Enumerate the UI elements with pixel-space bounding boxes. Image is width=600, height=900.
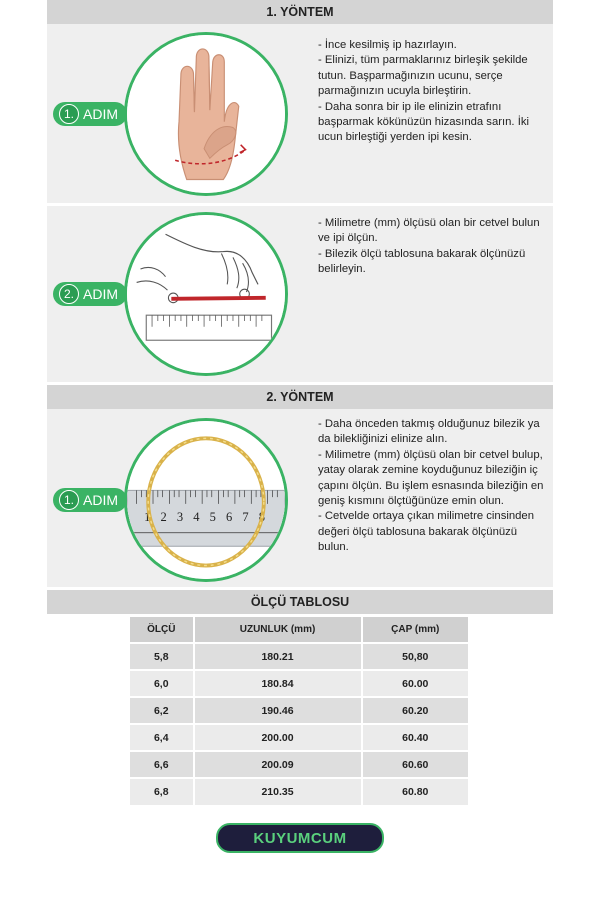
method2-step1-badge-text: ADIM: [83, 492, 118, 508]
instruction-line: - İnce kesilmiş ip hazırlayın.: [318, 39, 457, 51]
method2-step1-badge: [53, 488, 127, 512]
cell-diameter: 60.80: [362, 778, 469, 805]
instruction-line: - Bilezik ölçü tablosuna bakarak ölçünüzü belirleyin.: [318, 247, 526, 276]
ruler-string-image: [127, 215, 285, 373]
method1-step1-badge-text: ADIM: [83, 106, 118, 122]
table-row: [130, 751, 468, 778]
method1-step2-badge-num: 2.: [59, 284, 79, 304]
cell-diameter: 60.60: [362, 751, 469, 778]
cell-size: 5,8: [130, 643, 194, 670]
ruler-digit: 4: [193, 510, 200, 525]
cell-size: 6,0: [130, 670, 194, 697]
method2-title-text: 2. YÖNTEM: [266, 390, 334, 404]
hand-illustration: [124, 32, 288, 196]
method2-title: [47, 385, 553, 409]
ruler-digit: 1: [144, 510, 151, 525]
instruction-line: - Daha sonra bir ip ile elinizin etrafını başparmak kökünüzün hizasında sarın. İki ucun birleştiği yerden ipi kesin.: [318, 100, 529, 144]
ruler-digit: 5: [209, 510, 216, 525]
table-row: [130, 643, 468, 670]
cell-length: 180.84: [194, 670, 362, 697]
instruction-line: - Daha önceden takmış olduğunuz bilezik ya da bilekliğinizi elinize alın.: [318, 418, 540, 446]
method1-step2-text: [318, 216, 550, 278]
table-title: [47, 590, 553, 614]
cell-size: 6,2: [130, 697, 194, 724]
instruction-line: - Milimetre (mm) ölçüsü olan bir cetvel bulun ve ipi ölçün.: [318, 217, 540, 245]
instruction-line: - Elinizi, tüm parmaklarınız birleşik şekilde tutun. Başparmağınızın ucunu, serçe parmağınızın ucuyla birleştirin.: [318, 54, 528, 98]
cell-length: 180.21: [194, 643, 362, 670]
table-row: [130, 724, 468, 751]
method1-title: [47, 0, 553, 24]
cell-diameter: 60.20: [362, 697, 469, 724]
instruction-line: - Milimetre (mm) ölçüsü olan bir cetvel bulup, yatay olarak zemine koyduğunuz bileziğin iç çapını ölçün. Bu işlem esnasında bileziğin en geniş kısmını ölçtüğünüze emin olun.: [318, 448, 544, 508]
cell-diameter: 60.40: [362, 724, 469, 751]
ruler-digit: 3: [176, 510, 184, 525]
table-row: [130, 670, 468, 697]
header-diameter: ÇAP (mm): [362, 617, 469, 643]
hand-wrap-image: [127, 35, 285, 193]
method1-title-text: 1. YÖNTEM: [266, 5, 334, 19]
table-title-text: ÖLÇÜ TABLOSU: [250, 595, 350, 609]
table-row: [130, 778, 468, 805]
method1-step1-badge-num: 1.: [59, 104, 79, 124]
cell-diameter: 60.00: [362, 670, 469, 697]
method2-step1-text: [318, 417, 550, 556]
size-table: [130, 617, 468, 805]
table-header-row: [130, 617, 468, 643]
ruler-digit: 7: [242, 510, 249, 525]
bangle-ruler-illustration: [124, 418, 288, 582]
method1-step2-badge: [53, 282, 127, 306]
ruler-digit: 8: [258, 510, 266, 525]
instruction-line: - Cetvelde ortaya çıkan milimetre cinsinden değeri ölçü tablosuna bakarak ölçünüzü bulun.: [318, 510, 534, 554]
cell-length: 200.00: [194, 724, 362, 751]
cell-length: 210.35: [194, 778, 362, 805]
ruler-digit: 2: [160, 510, 167, 525]
brand-name: KUYUMCUM: [253, 829, 347, 847]
cell-size: 6,6: [130, 751, 194, 778]
ruler-string-illustration: [124, 212, 288, 376]
cell-length: 200.09: [194, 751, 362, 778]
bangle-ruler-image: [127, 421, 285, 579]
table-row: [130, 697, 468, 724]
method1-step1-text: [318, 38, 550, 146]
brand-logo[interactable]: [216, 823, 384, 853]
cell-length: 190.46: [194, 697, 362, 724]
ruler-digit: 6: [225, 510, 233, 525]
method2-step1-badge-num: 1.: [59, 490, 79, 510]
header-length: UZUNLUK (mm): [194, 617, 362, 643]
cell-size: 6,8: [130, 778, 194, 805]
cell-diameter: 50,80: [362, 643, 469, 670]
method1-step1-badge: [53, 102, 127, 126]
method1-step2-badge-text: ADIM: [83, 286, 118, 302]
header-size: ÖLÇÜ: [130, 617, 194, 643]
cell-size: 6,4: [130, 724, 194, 751]
